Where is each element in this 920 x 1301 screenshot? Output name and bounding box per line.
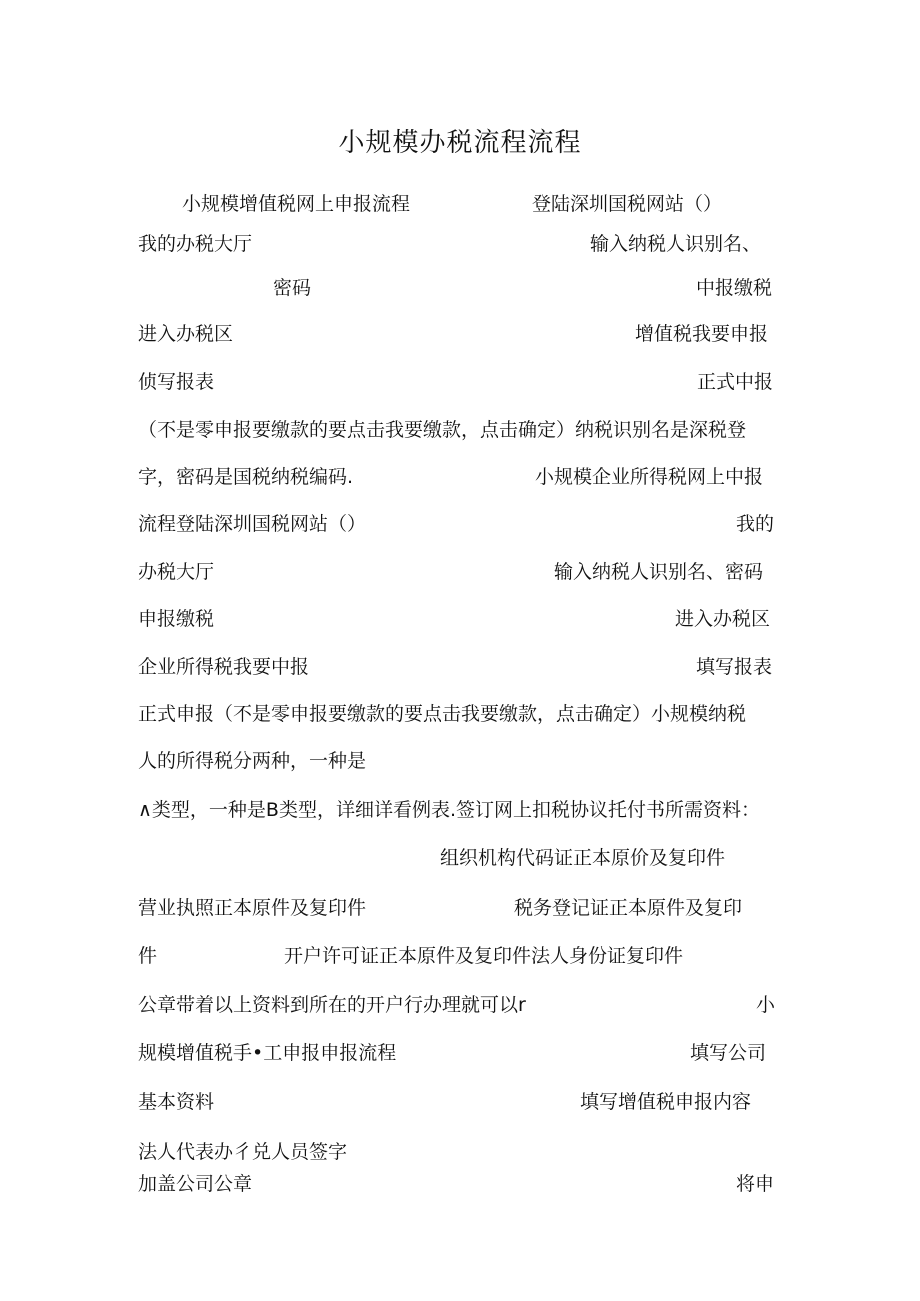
document-title: 小规模办税流程流程 [338, 128, 582, 158]
text-line-14: ∧类型，一种是B类型，详细详看例表.签订网上扣税协议托付书所需资料： [138, 799, 760, 821]
text-line-7-right: 小规模企业所得税网上中报 [535, 466, 764, 488]
text-line-22-right: 将申 [736, 1173, 775, 1195]
text-line-1-left: 小规模增值税网上申报流程 [182, 193, 411, 215]
text-line-7-left: 字，密码是国税纳税编码. [138, 466, 354, 488]
text-line-15: 组织机构代码证正本原价及复印件 [440, 847, 726, 869]
text-line-18-right: 小 [756, 994, 776, 1016]
text-line-10-right: 进入办税区 [675, 608, 771, 630]
text-line-4-right: 增值税我要申报 [635, 323, 769, 345]
text-line-10-left: 申报缴税 [138, 608, 215, 630]
text-line-3-right: 中报缴税 [696, 277, 773, 299]
text-line-20-right: 填写增值税申报内容 [580, 1091, 752, 1113]
text-line-17-right: 开户许可证正本原件及复印件法人身份证复印件 [284, 945, 684, 967]
text-line-22-left: 加盖公司公章 [138, 1173, 253, 1195]
text-line-9-left: 办税大厅 [138, 561, 215, 583]
text-line-5-right: 正式中报 [697, 371, 774, 393]
text-line-12: 正式申报（不是零申报要缴款的要点击我要缴款，点击确定）小规模纳税 [138, 703, 747, 725]
text-line-2-right: 输入纳税人识别名、 [590, 233, 762, 255]
text-line-5-left: 侦写报表 [138, 371, 215, 393]
text-line-9-right: 输入纳税人识别名、密码 [554, 561, 764, 583]
text-line-17-left: 件 [138, 945, 158, 967]
text-line-16-right: 税务登记证正本原件及复印 [514, 897, 743, 919]
text-line-21: 法人代表办彳兑人员签字 [138, 1141, 348, 1163]
text-line-2-left: 我的办税大厅 [138, 233, 253, 255]
text-line-6: （不是零申报要缴款的要点击我要缴款，点击确定）纳税识别名是深税登 [138, 419, 747, 441]
text-line-19-right: 填写公司 [690, 1042, 767, 1064]
text-line-8-left: 流程登陆深圳国税网站（） [138, 513, 367, 535]
text-line-4-left: 进入办税区 [138, 323, 234, 345]
text-line-1-right: 登陆深圳国税网站（） [532, 193, 723, 215]
text-line-11-right: 填写报表 [696, 656, 773, 678]
text-line-11-left: 企业所得税我要中报 [138, 656, 310, 678]
text-line-3-left: 密码 [273, 277, 312, 299]
text-line-18-left: 公章带着以上资料到所在的开户行办理就可以r [138, 994, 526, 1016]
text-line-20-left: 基本资料 [138, 1091, 215, 1113]
text-line-16-left: 营业执照正本原件及复印件 [138, 897, 367, 919]
text-line-19-left: 规模增值税手•工申报申报流程 [138, 1042, 397, 1064]
text-line-8-right: 我的 [736, 513, 775, 535]
text-line-13: 人的所得税分两种，一种是 [138, 750, 367, 772]
